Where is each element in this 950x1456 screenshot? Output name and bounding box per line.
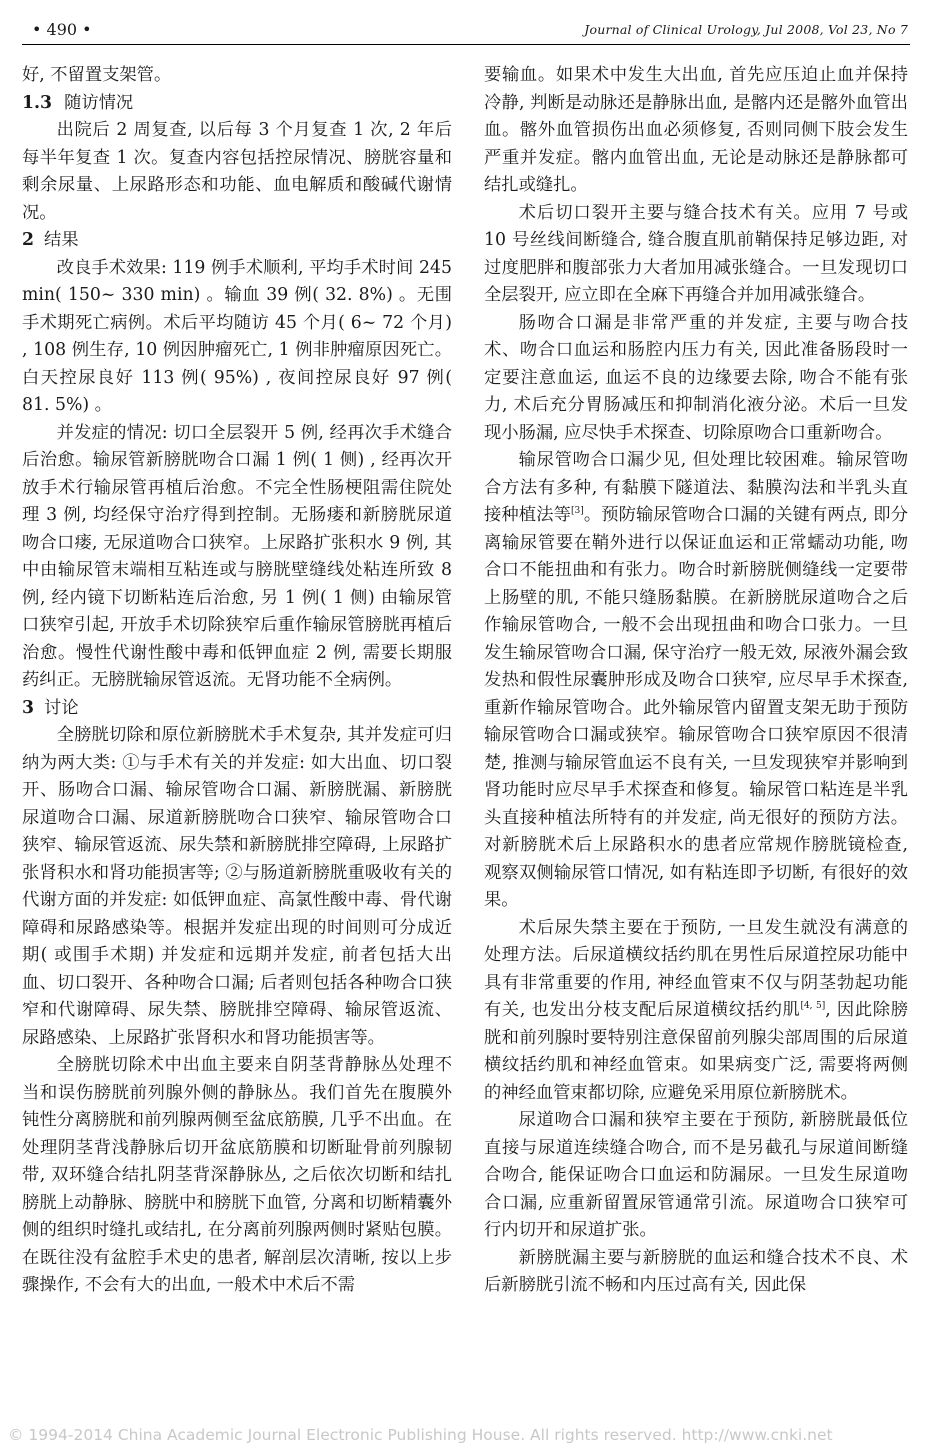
section-number: 2 (22, 230, 35, 250)
paragraph-follow-up: 出院后 2 周复查, 以后每 3 个月复查 1 次, 2 年后每半年复查 1 次。复查内容包括控尿情况、膀胱容量和剩余尿量、上尿路形态和功能、血电解质和酸碱代谢情况。 (22, 120, 452, 223)
section-number: 3 (22, 697, 35, 718)
paragraph-continued: 好, 不留置支架管。 (22, 65, 172, 85)
left-column (22, 62, 452, 1300)
section-title: 结果 (44, 230, 79, 250)
journal-citation: Journal of Clinical Urology, Jul 2008, Vol 23, No 7 (584, 22, 908, 37)
page-header (22, 18, 908, 42)
text-run: 。预防输尿管吻合口漏的关键有两点, 即分离输尿管要在鞘外进行以保证血运和正常蠕动功能, 吻合口不能扭曲和有张力。吻合时新膀胱侧缝线一定要带上肠壁的肌, 不能只缝肠黏膜。在新膀胱尿道吻合之后作输尿管吻合, 一般不会出现扭曲和吻合口张力。一旦发生输尿管吻合口漏, 保守治疗一般无效, 尿液外漏会致发热和假性尿囊肿形成及吻合口狭窄, 应尽早手术探查, 重新作输尿管吻合。此外输尿管内留置支架无助于预防输尿管吻合口漏或狭窄。输尿管吻合口狭窄原因不很清楚, 推测与输尿管血运不良有关, 一旦发现狭窄并影响到肾功能时应尽早手术探查和修复。输尿管口粘连是半乳头直接种植法所特有的并发症, 尚无很好的预防方法。对新膀胱术后上尿路积水的患者应常规作膀胱镜检查, 观察双侧输尿管口情况, 如有粘连即予切断, 有很好的效果。 (484, 505, 908, 910)
section-heading-discussion (22, 695, 452, 723)
copyright-watermark: © 1994-2014 China Academic Journal Electronic Publishing House. All rights reserved. http://www.cnki.net (8, 1426, 833, 1444)
section-heading-1-3 (22, 90, 452, 118)
paragraph-neobladder-leak: 新膀胱漏主要与新膀胱的血运和缝合技术不良、术后新膀胱引流不畅和内压过高有关, 因此保 (484, 1247, 908, 1295)
paragraph-discussion-1: 全膀胱切除和原位新膀胱术手术复杂, 其并发症可归纳为两大类: ①与手术有关的并发症: 如大出血、切口裂开、肠吻合口漏、输尿管吻合口漏、新膀胱漏、新膀胱尿道吻合口漏、尿道新膀胱吻合口狭窄、输尿管吻合口狭窄、输尿管返流、尿失禁和新膀胱排空障碍, 上尿路扩张肾积水和肾功能损害等; ②与肠道新膀胱重吸收有关的代谢方面的并发症: 如低钾血症、高氯性酸中毒、骨代谢障碍和尿路感染等。根据并发症出现的时间则可分成近期( 或围手术期) 并发症和远期并发症, 前者包括大出血、切口裂开、各种吻合口漏; 后者则包括各种吻合口狭窄和代谢障碍、尿失禁、膀胱排空障碍、输尿管返流、尿路感染、上尿路扩张肾积水和肾功能损害等。 (22, 725, 452, 1048)
section-title: 讨论 (44, 697, 79, 718)
page-number: • 490 • (32, 20, 92, 39)
section-number: 1.3 (22, 92, 53, 113)
paragraph-discussion-2: 全膀胱切除术中出血主要来自阴茎背静脉丛处理不当和误伤膀胱前列腺外侧的静脉丛。我们首先在腹膜外钝性分离膀胱和前列腺两侧至盆底筋膜, 几乎不出血。在处理阴茎背浅静脉后切开盆底筋膜和切断耻骨前列腺韧带, 双环缝合结扎阴茎背深静脉丛, 之后依次切断和结扎膀胱上动静脉、膀胱中和膀胱下血管, 分离和切断精囊外侧的组织时缝扎或结扎, 在分离前列腺两侧时紧贴包膜。在既往没有盆腔手术史的患者, 解剖层次清晰, 按以上步骤操作, 不会有大的出血, 一般术中术后不需 (22, 1055, 452, 1295)
section-heading-results (22, 227, 452, 255)
paragraph-urethral-leak: 尿道吻合口漏和狭窄主要在于预防, 新膀胱最低位直接与尿道连续缝合吻合, 而不是另截孔与尿道间断缝合吻合, 能保证吻合口血运和防漏尿。一旦发生尿道吻合口漏, 应重新留置尿管通常引流。尿道吻合口狭窄可行内切开和尿道扩张。 (484, 1110, 908, 1240)
right-column (484, 62, 908, 1300)
citation-ref: [3] (570, 506, 584, 517)
paragraph-results-1: 改良手术效果: 119 例手术顺利, 平均手术时间 245 min( 150~ 330 min) 。输血 39 例( 32. 8%) 。无围手术期死亡病例。术后平均随访 45 个月( 6~ 72 个月) , 108 例生存, 10 例因肿瘤死亡, 1 例非肿瘤原因死亡。白天控尿良好 113 例( 95%) , 夜间控尿良好 97 例( 81. 5%) 。 (22, 257, 452, 415)
header-rule (22, 44, 910, 45)
paragraph-bowel-leak: 肠吻合口漏是非常严重的并发症, 主要与吻合技术、吻合口血运和肠腔内压力有关, 因此准备肠段时一定要注意血运, 血运不良的边缘要去除, 吻合不能有张力, 术后充分胃肠减压和抑制消化液分泌。术后一旦发现小肠漏, 应尽快手术探查、切除原吻合口重新吻合。 (484, 312, 908, 443)
text-run: 术后尿失禁主要在于预防, 一旦发生就没有满意的处理方法。后尿道横纹括约肌在男性后尿道控尿功能中具有非常重要的作用, 神经血管束不仅与阴茎勃起功能有关, 也发出分枝支配后尿道横纹括约肌 (484, 917, 908, 1020)
paragraph-incision: 术后切口裂开主要与缝合技术有关。应用 7 号或 10 号丝线间断缝合, 缝合腹直肌前鞘保持足够边距, 对过度肥胖和腹部张力大者加用减张缝合。一旦发现切口全层裂开, 应立即在全麻下再缝合并加用减张缝合。 (484, 202, 908, 305)
section-title: 随访情况 (64, 92, 134, 113)
paragraph-results-2: 并发症的情况: 切口全层裂开 5 例, 经再次手术缝合后治愈。输尿管新膀胱吻合口漏 1 例( 1 侧) , 经再次开放手术行输尿管再植后治愈。不完全性肠梗阻需住院处理 3 例, 均经保守治疗得到控制。无肠瘘和新膀胱尿道吻合口瘘, 无尿道吻合口狭窄。上尿路扩张积水 9 例, 其中由输尿管末端相互粘连或与膀胱壁缝线处粘连所致 8 例, 经内镜下切断粘连后治愈, 另 1 例( 1 侧) 由输尿管口狭窄引起, 开放手术切除狭窄后重作输尿管膀胱再植后治愈。慢性代谢性酸中毒和低钾血症 2 例, 需要长期服药纠正。无膀胱输尿管返流。无肾功能不全病例。 (22, 422, 452, 690)
paragraph-continued: 要输血。如果术中发生大出血, 首先应压迫止血并保持冷静, 判断是动脉还是静脉出血, 是髂内还是髂外血管出血。髂外血管损伤出血必须修复, 否则同侧下肢会发生严重并发症。髂内血管出血, 无论是动脉还是静脉都可结扎或缝扎。 (484, 65, 908, 195)
text-run: 输尿管吻合口漏少见, 但处理比较困难。输尿管吻合方法有多种, 有黏膜下隧道法、黏膜沟法和半乳头直接种植法等 (484, 450, 908, 525)
paragraph-incontinence (484, 915, 908, 1108)
paragraph-ureter-leak (484, 447, 908, 915)
text-run: , 因此除膀胱和前列腺时要特别注意保留前列腺尖部周围的后尿道横纹括约肌和神经血管束。如果病变广泛, 需要将两侧的神经血管束都切除, 应避免采用原位新膀胱术。 (484, 1000, 908, 1103)
citation-ref: [4, 5] (800, 1001, 826, 1012)
